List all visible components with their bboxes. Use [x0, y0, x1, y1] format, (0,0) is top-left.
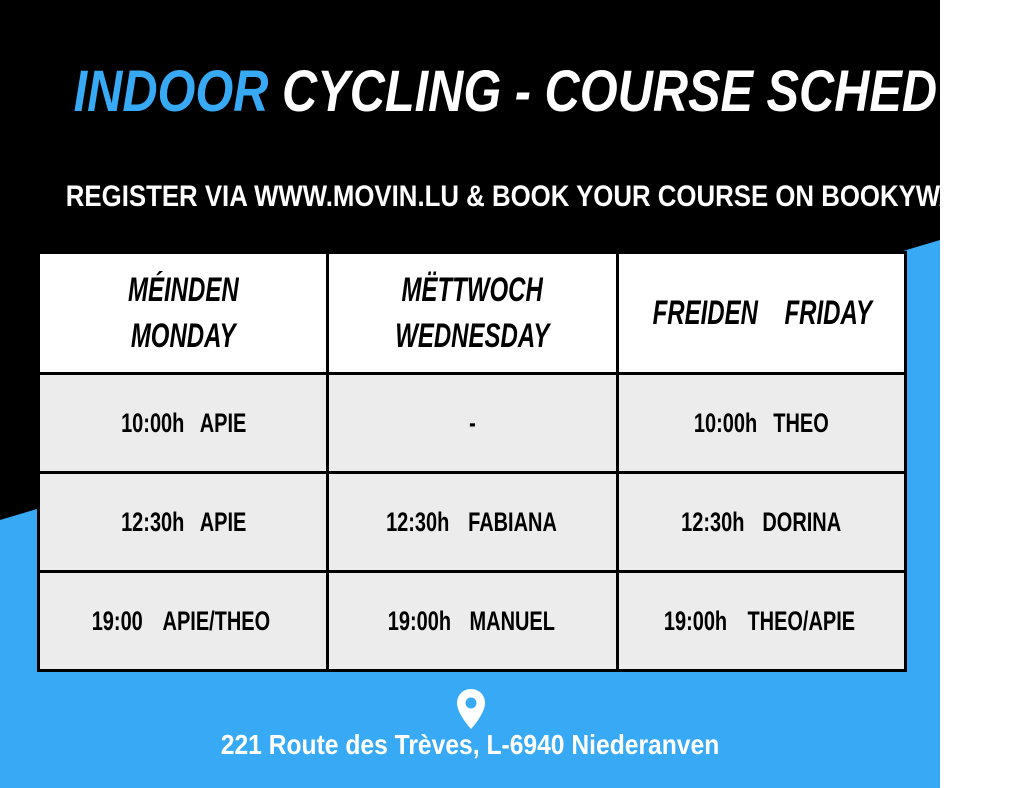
class-instructor: THEO [773, 408, 830, 438]
schedule-cell [328, 572, 618, 671]
class-instructor: - [469, 408, 476, 438]
register-instructions: REGISTER VIA WWW.MOVIN.LU & BOOK YOUR COURSE ON BOOKYWAY [65, 180, 973, 213]
schedule-cell [618, 572, 906, 671]
header-friday [618, 253, 906, 374]
class-time: 19:00h [387, 606, 452, 636]
header-wednesday-luxembourgish: MËTTWOCH [401, 271, 544, 309]
course-schedule-table [37, 251, 907, 672]
schedule-cell [328, 473, 618, 572]
class-instructor: APIE/THEO [162, 606, 270, 636]
title-rest: CYCLING - COURSE SCHEDULE [282, 59, 1035, 124]
header-friday-english: FRIDAY [784, 294, 872, 332]
class-time: 12:30h [386, 507, 450, 537]
page-title [73, 58, 1035, 125]
header-monday-english: MONDAY [130, 317, 236, 355]
schedule-cell [39, 473, 328, 572]
location-pin-icon [456, 688, 486, 730]
class-time: 10:00h [694, 408, 758, 438]
class-instructor: FABIANA [468, 507, 557, 537]
header-wednesday-english: WEDNESDAY [395, 317, 550, 355]
class-time: 19:00h [664, 606, 728, 636]
header-monday-luxembourgish: MÉINDEN [127, 271, 239, 309]
class-instructor: DORINA [762, 507, 841, 537]
class-instructor: MANUEL [469, 606, 556, 636]
header-monday [39, 253, 328, 374]
class-time: 12:30h [121, 507, 185, 537]
header-friday-luxembourgish: FREIDEN [652, 294, 759, 332]
table-row [39, 572, 906, 671]
class-instructor: THEO/APIE [747, 606, 856, 636]
schedule-cell [39, 374, 328, 473]
schedule-cell [618, 473, 906, 572]
class-time: 12:30h [680, 507, 745, 537]
schedule-cell [39, 572, 328, 671]
header-wednesday [328, 253, 618, 374]
table-row [39, 374, 906, 473]
schedule-cell [618, 374, 906, 473]
studio-address: 221 Route des Trèves, L-6940 Niederanven [220, 729, 720, 760]
schedule-cell [328, 374, 618, 473]
class-instructor: APIE [199, 507, 247, 537]
class-time: 10:00h [121, 408, 185, 438]
class-time: 19:00 [91, 606, 143, 636]
title-accent-word: INDOOR [73, 59, 269, 124]
class-instructor: APIE [199, 408, 247, 438]
table-header-row [39, 253, 906, 374]
table-row [39, 473, 906, 572]
